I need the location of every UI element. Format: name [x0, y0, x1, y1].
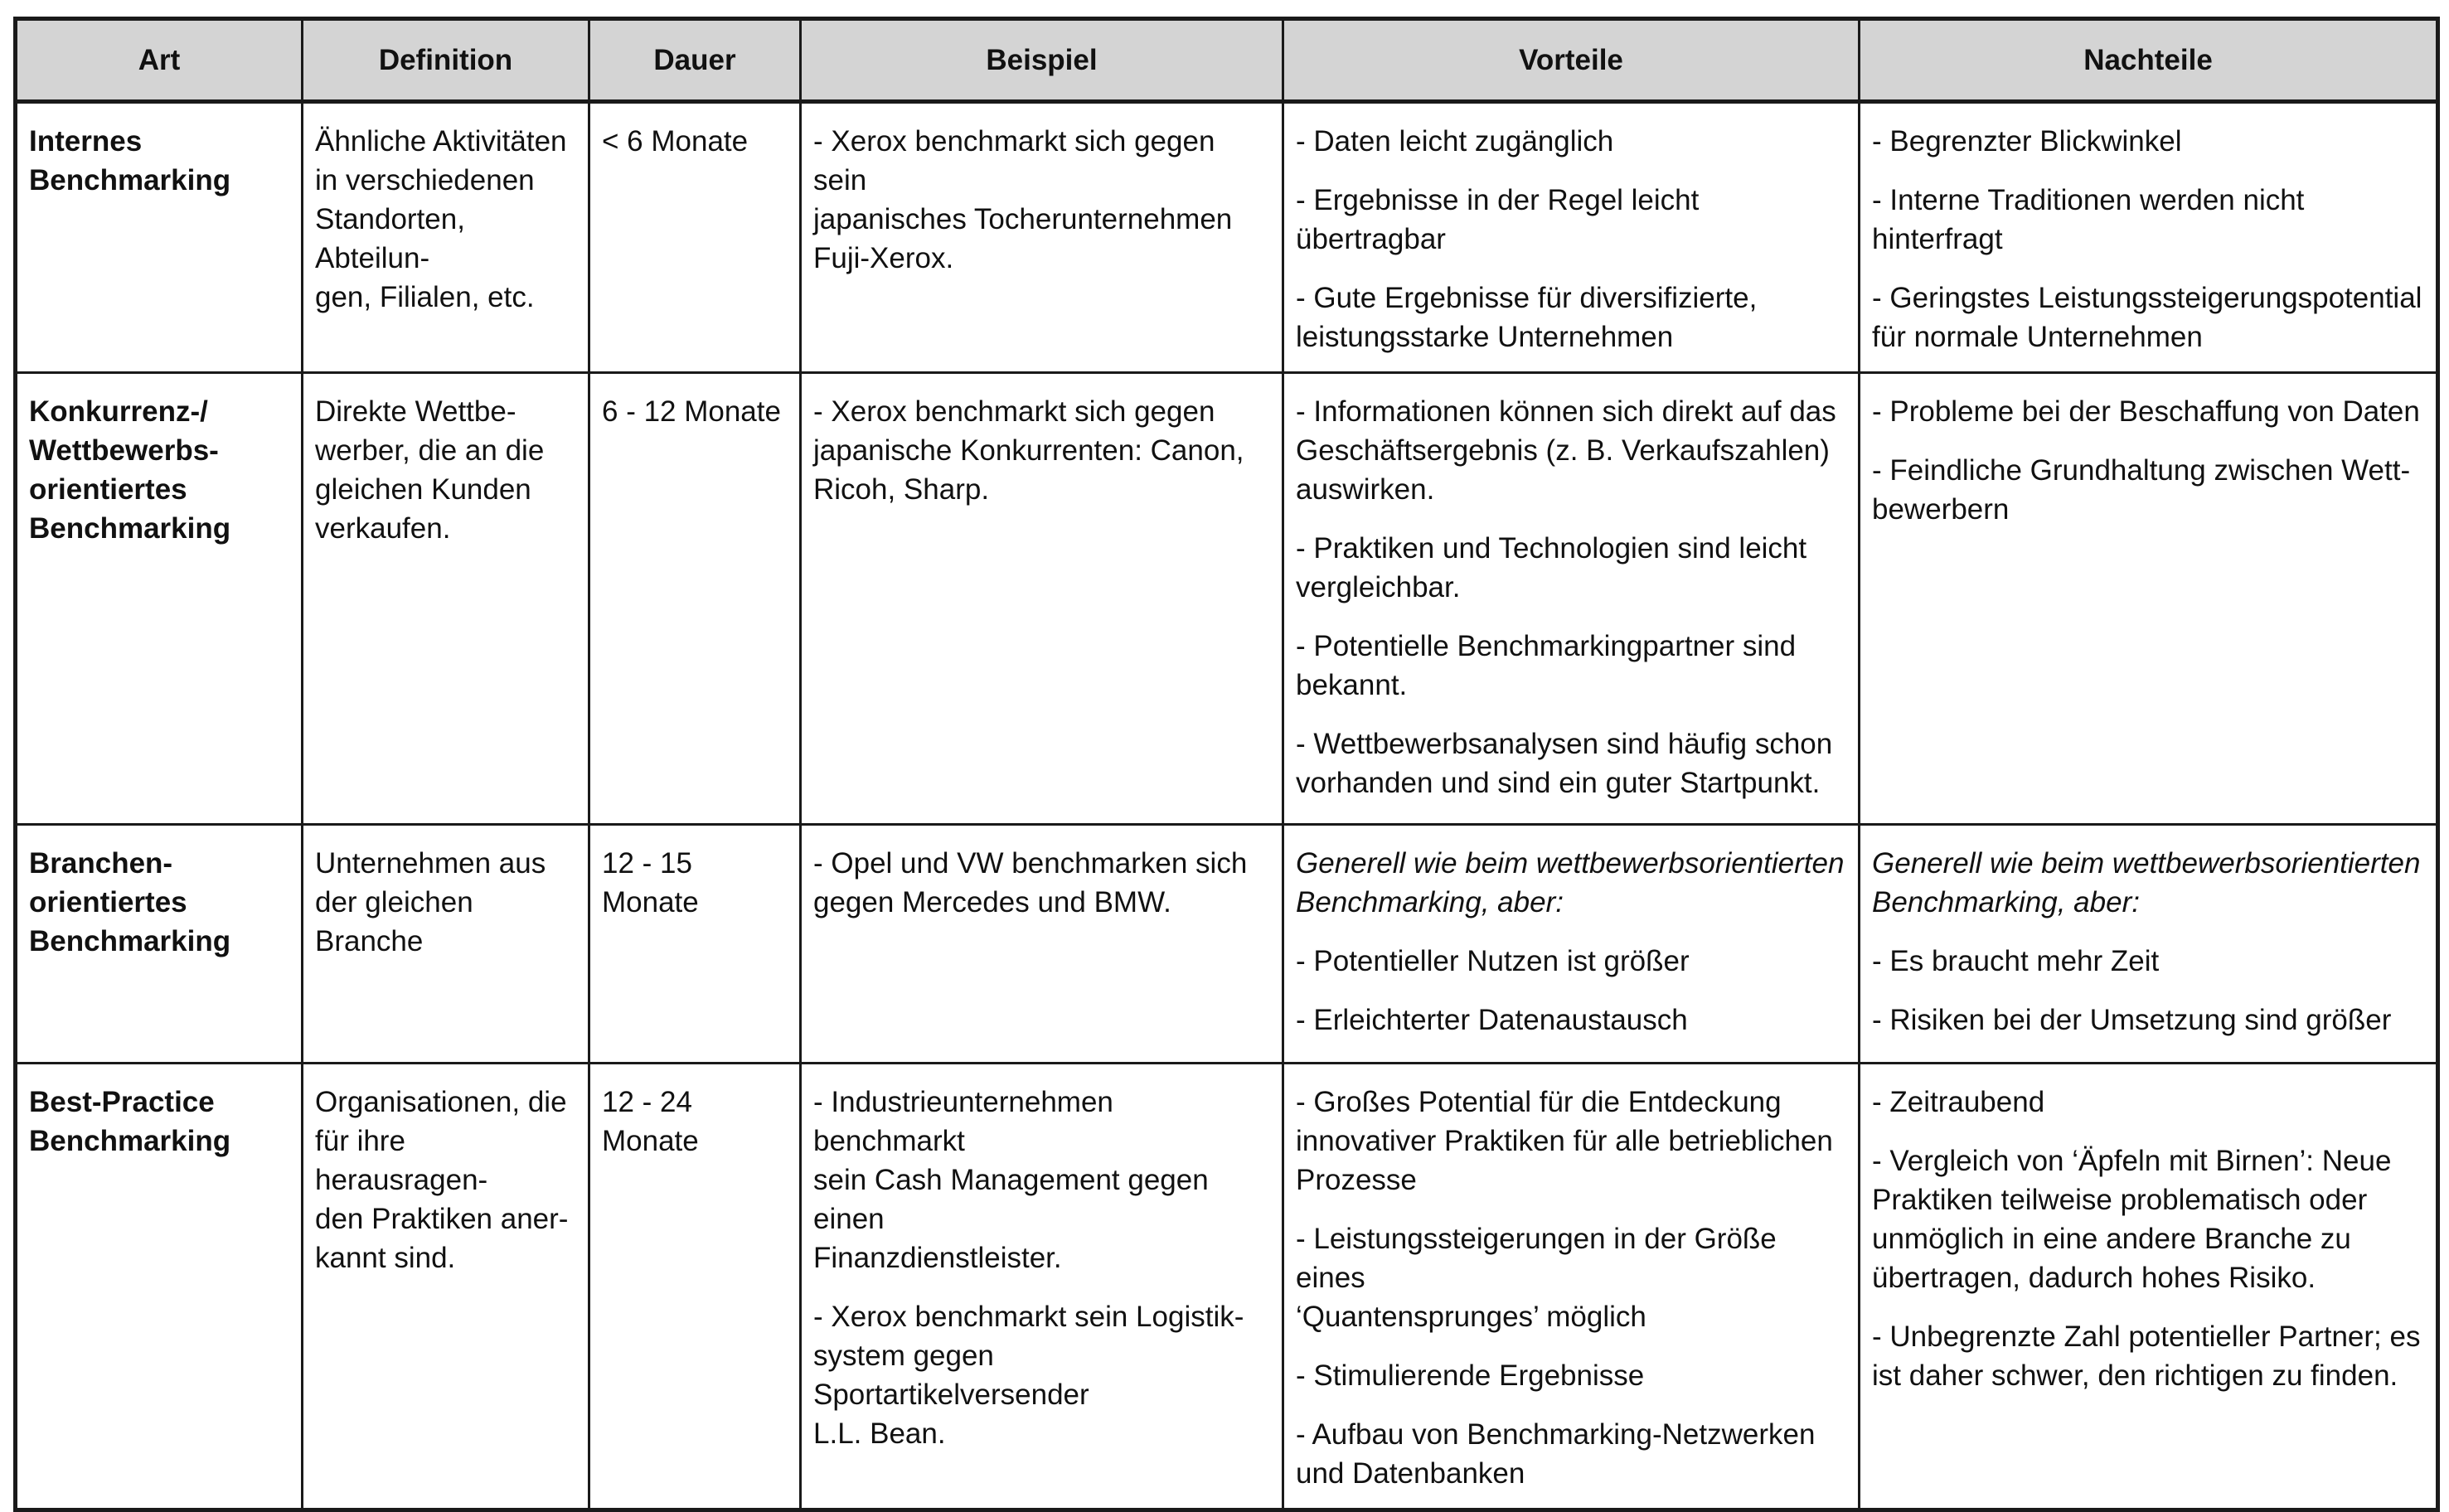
list-item: - Großes Potential für die Entdeckung innovativer Praktiken für alle betrieblichen Prozesse [1296, 1086, 1833, 1196]
header-beispiel: Beispiel [801, 19, 1283, 102]
cell-dauer: 12 - 24 Monate [589, 1064, 801, 1510]
cell-dauer: 12 - 15 Monate [589, 825, 801, 1064]
list-item: - Vergleich von ‘Äpfeln mit Birnen’: Neue Praktiken teilweise problematisch oder unmöglich in eine andere Branche zu übertragen, dadurch hohes Risiko. [1872, 1145, 2392, 1294]
table-row [16, 1064, 2438, 1510]
cell-vorteile [1283, 373, 1860, 825]
cell-vorteile [1283, 825, 1860, 1064]
cell-vorteile [1283, 102, 1860, 373]
cell-definition: Ähnliche Aktivitäten in verschiedenen Standorten, Abteilun- gen, Filialen, etc. [303, 102, 589, 373]
list-item: - Xerox benchmarkt sich gegen japanische Konkurrenten: Canon, Ricoh, Sharp. [813, 395, 1244, 506]
list-item: - Wettbewerbsanalysen sind häufig schon vorhanden und sind ein guter Startpunkt. [1296, 728, 1833, 799]
cell-dauer: < 6 Monate [589, 102, 801, 373]
cell-nachteile-intro: Generell wie beim wettbewerbsorientierten Benchmarking, aber: [1872, 847, 2421, 918]
benchmarking-table [13, 17, 2440, 1512]
list-item: - Erleichterter Datenaustausch [1296, 1004, 1688, 1036]
list-item: - Feindliche Grundhaltung zwischen Wett- bewerbern [1872, 454, 2411, 526]
list-item: - Industrieunternehmen benchmarkt sein Cash Management gegen einen Finanzdienstleister. [813, 1086, 1209, 1274]
cell-beispiel [801, 102, 1283, 373]
list-item: - Praktiken und Technologien sind leicht vergleichbar. [1296, 532, 1807, 603]
cell-nachteile [1860, 825, 2438, 1064]
table-header [16, 19, 2438, 102]
cell-nachteile [1860, 373, 2438, 825]
list-item: - Aufbau von Benchmarking-Netzwerken und Datenbanken [1296, 1418, 1816, 1490]
table-body [16, 102, 2438, 1510]
list-item: - Interne Traditionen werden nicht hinterfragt [1872, 184, 2305, 255]
cell-vorteile [1283, 1064, 1860, 1510]
list-item: - Leistungssteigerungen in der Größe eines ‘Quantensprunges’ möglich [1296, 1223, 1777, 1333]
list-item: - Daten leicht zugänglich [1296, 125, 1614, 158]
cell-nachteile [1860, 102, 2438, 373]
cell-beispiel [801, 373, 1283, 825]
list-item: - Xerox benchmarkt sich gegen sein japanisches Tocherunternehmen Fuji-Xerox. [813, 125, 1233, 274]
list-item: - Probleme bei der Beschaffung von Daten [1872, 395, 2420, 428]
list-item: - Ergebnisse in der Regel leicht übertragbar [1296, 184, 1700, 255]
cell-nachteile [1860, 1064, 2438, 1510]
list-item: - Risiken bei der Umsetzung sind größer [1872, 1004, 2392, 1036]
list-item: - Begrenzter Blickwinkel [1872, 125, 2182, 158]
cell-definition: Unternehmen aus der gleichen Branche [303, 825, 589, 1064]
cell-vorteile-intro: Generell wie beim wettbewerbsorientierten Benchmarking, aber: [1296, 847, 1845, 918]
list-item: - Geringstes Leistungssteigerungspotential für normale Unternehmen [1872, 282, 2422, 353]
cell-definition: Organisationen, die für ihre herausragen- den Praktiken aner- kannt sind. [303, 1064, 589, 1510]
cell-art: Internes Benchmarking [16, 102, 303, 373]
cell-art: Branchen- orientiertes Benchmarking [16, 825, 303, 1064]
header-dauer: Dauer [589, 19, 801, 102]
list-item: - Informationen können sich direkt auf das Geschäftsergebnis (z. B. Verkaufszahlen) auswirken. [1296, 395, 1836, 506]
list-item: - Potentieller Nutzen ist größer [1296, 945, 1690, 977]
list-item: - Zeitraubend [1872, 1086, 2045, 1118]
benchmarking-table-wrapper [13, 17, 2436, 1512]
table-row [16, 825, 2438, 1064]
cell-definition: Direkte Wettbe- werber, die an die gleichen Kunden verkaufen. [303, 373, 589, 825]
list-item: - Unbegrenzte Zahl potentieller Partner; es ist daher schwer, den richtigen zu finden. [1872, 1321, 2421, 1392]
header-art: Art [16, 19, 303, 102]
list-item: - Gute Ergebnisse für diversifizierte, leistungsstarke Unternehmen [1296, 282, 1758, 353]
list-item: - Opel und VW benchmarken sich gegen Mercedes und BMW. [813, 847, 1248, 918]
header-definition: Definition [303, 19, 589, 102]
list-item: - Potentielle Benchmarkingpartner sind bekannt. [1296, 630, 1797, 701]
cell-art: Konkurrenz-/ Wettbewerbs- orientiertes Benchmarking [16, 373, 303, 825]
header-vorteile: Vorteile [1283, 19, 1860, 102]
header-nachteile: Nachteile [1860, 19, 2438, 102]
cell-beispiel [801, 825, 1283, 1064]
list-item: - Stimulierende Ergebnisse [1296, 1359, 1645, 1392]
list-item: - Es braucht mehr Zeit [1872, 945, 2160, 977]
cell-art: Best-Practice Benchmarking [16, 1064, 303, 1510]
table-row [16, 373, 2438, 825]
header-row [16, 19, 2438, 102]
list-item: - Xerox benchmarkt sein Logistik- system gegen Sportartikelversender L.L. Bean. [813, 1301, 1244, 1450]
cell-beispiel [801, 1064, 1283, 1510]
cell-dauer: 6 - 12 Monate [589, 373, 801, 825]
table-row [16, 102, 2438, 373]
